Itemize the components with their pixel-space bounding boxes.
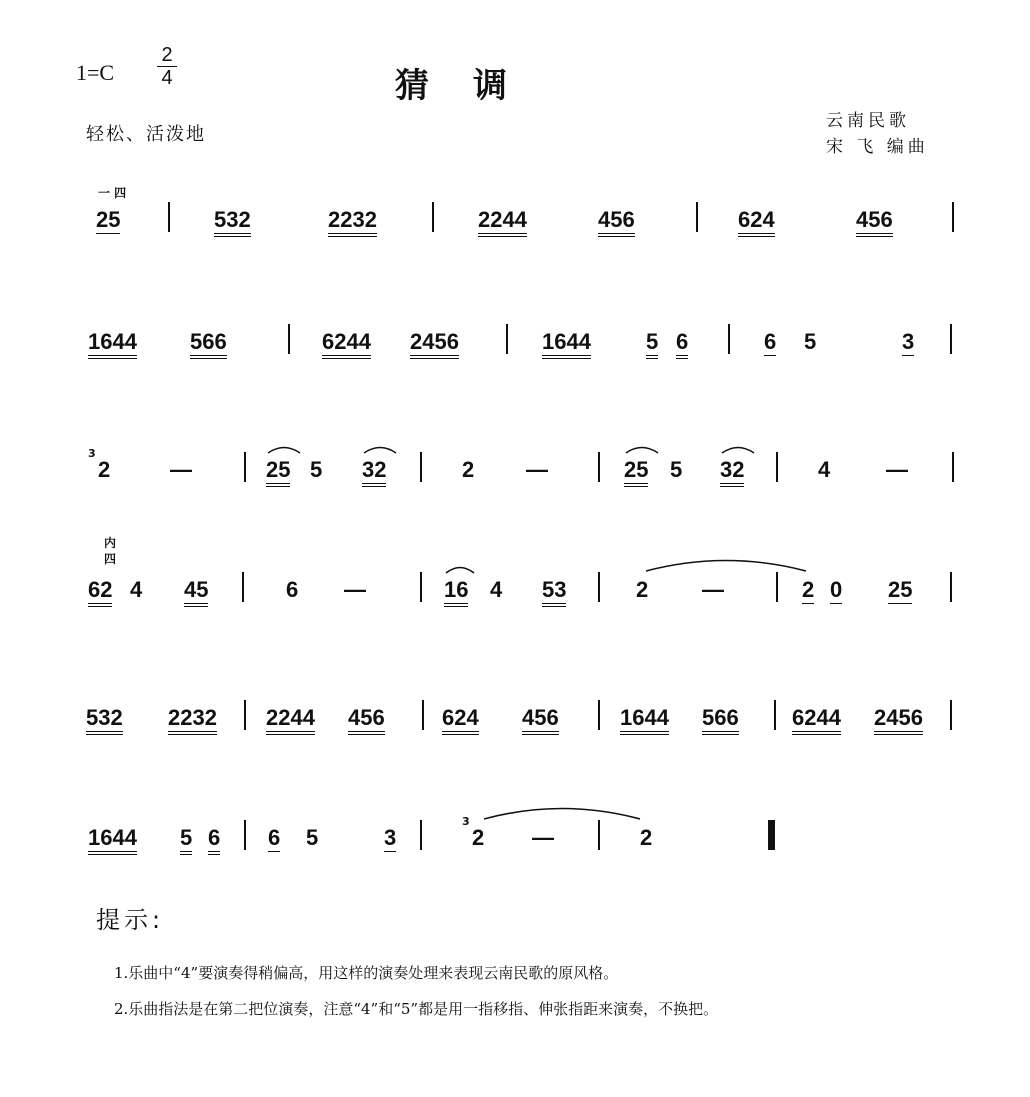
sustain-dash: — [344, 577, 366, 602]
note-group: 45 [184, 578, 208, 607]
note-group: 1644 [542, 330, 591, 359]
note-group: 2232 [328, 208, 377, 237]
grace-note: 3 [88, 447, 96, 460]
note: 0 [830, 577, 843, 602]
note-group: 456 [856, 208, 893, 237]
note: 4 [818, 457, 831, 482]
time-signature-bottom: 4 [161, 67, 173, 89]
note: 6 [764, 329, 777, 354]
bar-line [244, 700, 246, 730]
tips-heading: 提示: [96, 906, 165, 934]
note: 2 [640, 825, 653, 850]
note-group: 2232 [168, 706, 217, 735]
score-row-3 [0, 436, 1030, 496]
note-group: 62 [88, 578, 112, 607]
score-row-5 [0, 684, 1030, 744]
note-group: 456 [522, 706, 559, 735]
note-group: 25 [96, 207, 121, 232]
note-group: 6244 [792, 706, 841, 735]
bar-line [288, 324, 290, 354]
note-group: 53 [542, 578, 566, 607]
time-signature-top: 2 [157, 44, 177, 67]
bar-line [506, 324, 508, 354]
score-row-2 [0, 308, 1030, 368]
note-group: 2244 [266, 706, 315, 735]
sustain-dash: — [170, 457, 192, 482]
slur-mark [720, 442, 756, 454]
fingering-mark: 一 四 [98, 186, 127, 200]
bar-line [774, 700, 776, 730]
bar-line [420, 820, 422, 850]
note: 5 [646, 330, 658, 359]
bar-line [432, 202, 434, 232]
note-group: 6244 [322, 330, 371, 359]
bar-line [952, 452, 954, 482]
key-signature: 1=C [76, 60, 115, 85]
bar-line [422, 700, 424, 730]
bar-line [242, 572, 244, 602]
bar-line [420, 452, 422, 482]
note-group: 624 [442, 706, 479, 735]
note-group: 2456 [874, 706, 923, 735]
note: 4 [490, 577, 503, 602]
note-group: 566 [190, 330, 227, 359]
note: 2 [98, 457, 111, 482]
bar-line [598, 820, 600, 850]
time-signature [157, 44, 177, 89]
note-group: 25 [624, 458, 648, 487]
slur-mark [266, 442, 302, 454]
slur-mark [362, 442, 398, 454]
note: 2 [472, 825, 485, 850]
credit-origin: 云南民歌 [826, 111, 910, 131]
note-group: 624 [738, 208, 775, 237]
note-group: 1644 [88, 330, 137, 359]
note-group: 25 [888, 577, 913, 602]
note-group: 2456 [410, 330, 459, 359]
fingering-mark: 四 [104, 552, 117, 566]
note-group: 2244 [478, 208, 527, 237]
note-group: 16 [444, 578, 468, 607]
bar-line [776, 572, 778, 602]
final-bar-line [768, 820, 775, 850]
bar-line [598, 572, 600, 602]
note: 2 [636, 577, 649, 602]
bar-line [598, 700, 600, 730]
note: 6 [268, 825, 281, 850]
note: 2 [462, 457, 475, 482]
bar-line [728, 324, 730, 354]
bar-line [950, 700, 952, 730]
credit-arranger: 宋 飞 编曲 [826, 137, 929, 157]
slur-mark [624, 442, 660, 454]
tip-note-1: 1.乐曲中“4”要演奏得稍偏高，用这样的演奏处理来表现云南民歌的原风格。 [114, 964, 619, 982]
tie-mark [644, 556, 808, 572]
note: 2 [802, 577, 815, 602]
note: 5 [306, 825, 319, 850]
note-group: 25 [266, 458, 290, 487]
note: 6 [676, 330, 688, 359]
note: 5 [180, 826, 192, 855]
sustain-dash: — [532, 825, 554, 850]
note-group: 532 [86, 706, 123, 735]
bar-line [950, 572, 952, 602]
tie-mark [482, 804, 642, 820]
note: 5 [670, 457, 683, 482]
note: 4 [130, 577, 143, 602]
sustain-dash: — [702, 577, 724, 602]
tempo-marking: 轻松、活泼地 [86, 124, 206, 145]
note: 3 [902, 329, 915, 354]
score-row-6 [0, 804, 1030, 864]
bar-line [244, 820, 246, 850]
bar-line [420, 572, 422, 602]
note-group: 456 [348, 706, 385, 735]
bar-line [598, 452, 600, 482]
note-group: 32 [362, 458, 386, 487]
score-row-1 [0, 186, 1030, 246]
slur-mark [444, 562, 476, 574]
sustain-dash: — [526, 457, 548, 482]
note: 6 [208, 826, 220, 855]
fingering-mark: 内 [104, 536, 117, 550]
note-group: 1644 [620, 706, 669, 735]
score-row-4 [0, 536, 1030, 616]
sustain-dash: — [886, 457, 908, 482]
note-group: 532 [214, 208, 251, 237]
note-group: 566 [702, 706, 739, 735]
song-title: 猜调 [395, 66, 551, 106]
bar-line [952, 202, 954, 232]
bar-line [244, 452, 246, 482]
note: 6 [286, 577, 299, 602]
note-group: 32 [720, 458, 744, 487]
note: 5 [310, 457, 323, 482]
bar-line [168, 202, 170, 232]
note-group: 456 [598, 208, 635, 237]
note: 5 [804, 329, 817, 354]
grace-note: 3 [462, 815, 470, 828]
note-group: 1644 [88, 826, 137, 855]
note: 3 [384, 825, 397, 850]
bar-line [696, 202, 698, 232]
bar-line [776, 452, 778, 482]
tip-note-2: 2.乐曲指法是在第二把位演奏，注意“4”和“5”都是用一指移指、伸张指距来演奏，不换把。 [114, 1000, 719, 1018]
bar-line [950, 324, 952, 354]
